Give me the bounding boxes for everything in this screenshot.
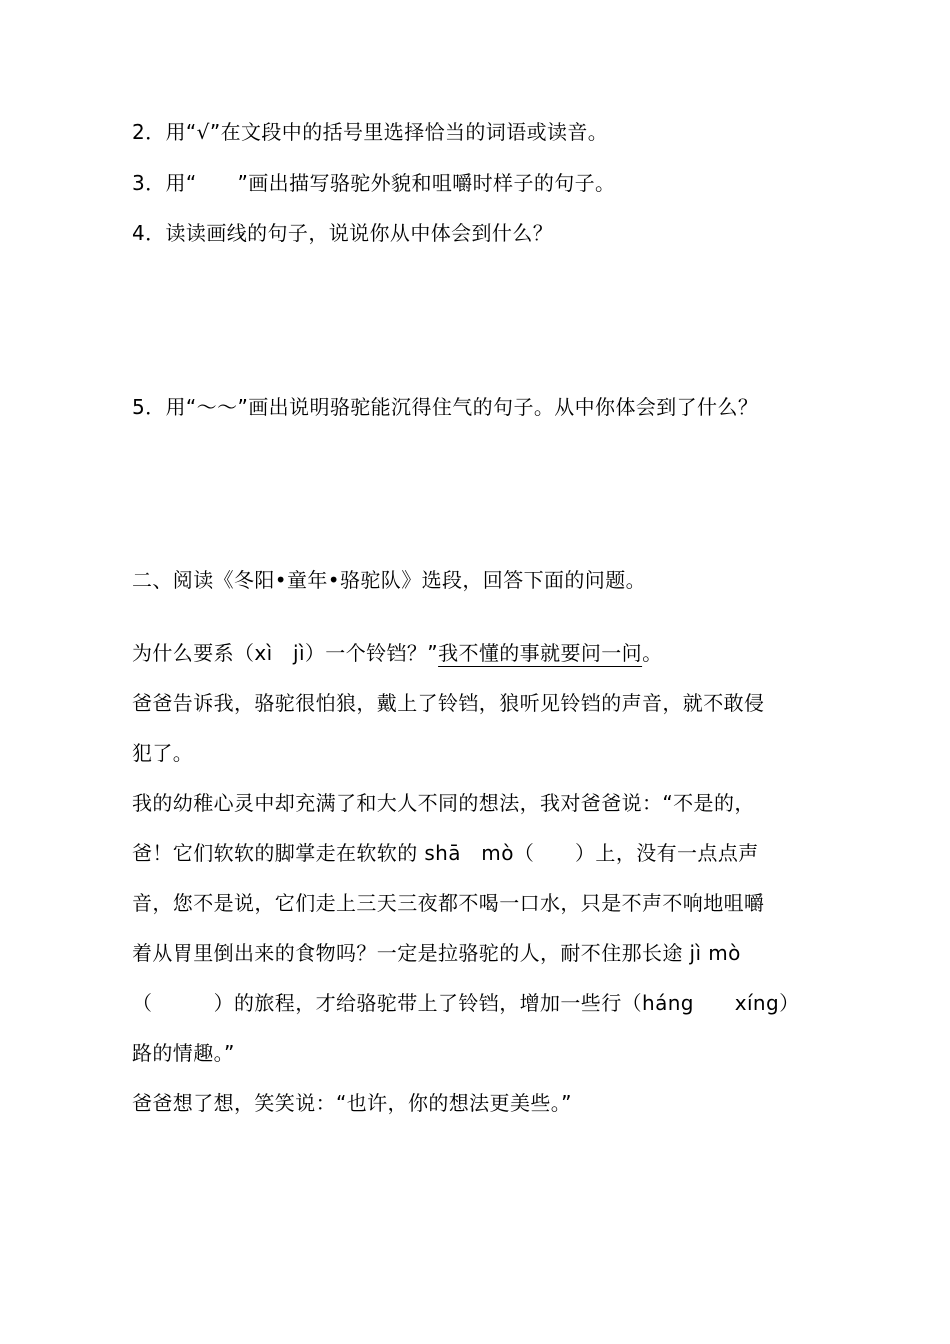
question-5: 5．用“～～”画出说明骆驼能沉得住气的句子。从中你体会到了什么？ [132, 395, 759, 419]
passage-line-4: 我的幼稚心灵中却充满了和大人不同的想法，我对爸爸说：“不是的， [132, 791, 755, 815]
passage-line-2: 爸爸告诉我，骆驼很怕狼，戴上了铃铛，狼听见铃铛的声音，就不敢侵 [132, 691, 765, 715]
question-3: 3．用“ ”画出描写骆驼外貌和咀嚼时样子的句子。 [132, 171, 616, 195]
passage-line-8: （ ）的旅程，才给骆驼带上了铃铛，增加一些行（háng xíng） [132, 991, 800, 1015]
passage-line-7: 着从胃里倒出来的食物吗？一定是拉骆驼的人，耐不住那长途 jì mò [132, 941, 741, 965]
underlined-sentence: 我不懂的事就要问一问 [438, 641, 643, 665]
passage-line-3: 犯了。 [132, 741, 194, 765]
passage-line-1 [132, 641, 662, 665]
passage-line-1-start: 为什么要系（xì jì）一个铃铛？” [132, 641, 439, 665]
passage-line-9: 路的情趣。” [132, 1041, 235, 1065]
section-2-heading: 二、阅读《冬阳•童年•骆驼队》选段，回答下面的问题。 [132, 568, 646, 592]
question-2: 2．用“√”在文段中的括号里选择恰当的词语或读音。 [132, 120, 609, 144]
passage-line-5: 爸！它们软软的脚掌走在软软的 shā mò（ ）上，没有一点点声 [132, 841, 759, 865]
passage-line-10: 爸爸想了想，笑笑说：“也许，你的想法更美些。” [132, 1091, 572, 1115]
passage-line-6: 音，您不是说，它们走上三天三夜都不喝一口水，只是不声不响地咀嚼 [132, 891, 765, 915]
passage-line-1-end: 。 [642, 641, 663, 665]
question-4: 4．读读画线的句子，说说你从中体会到什么？ [132, 221, 554, 245]
